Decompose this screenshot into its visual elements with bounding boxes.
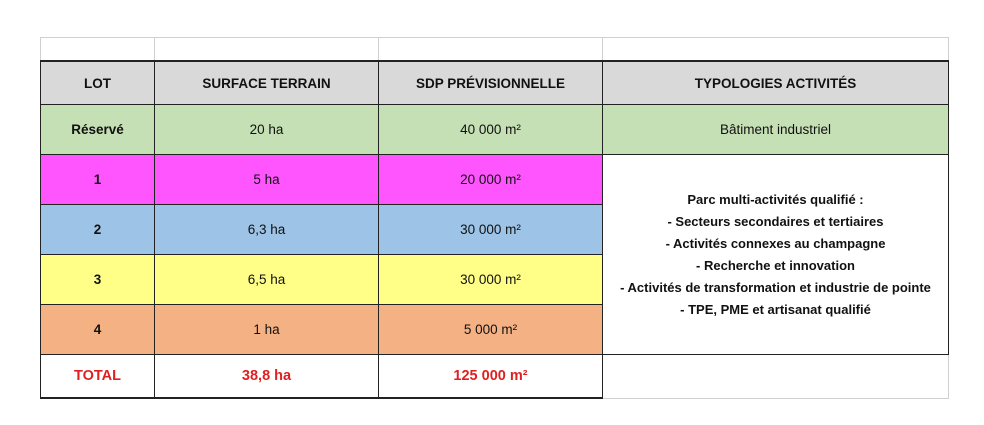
table-row-lot-1 — [41, 155, 949, 205]
total-sdp: 125 000 m² — [379, 355, 603, 399]
total-surface: 38,8 ha — [155, 355, 379, 399]
typologie-item: - TPE, PME et artisanat qualifié — [680, 301, 871, 317]
typologie-item: - Recherche et innovation — [696, 257, 855, 273]
merged-typologie-title: Parc multi-activités qualifié : — [687, 191, 864, 207]
cell-surface: 20 ha — [155, 105, 379, 155]
cell-lot: 2 — [41, 205, 155, 255]
cell-surface: 1 ha — [155, 305, 379, 355]
cell-lot: 3 — [41, 255, 155, 305]
cell-typologie: Bâtiment industriel — [603, 105, 949, 155]
cell-surface: 6,5 ha — [155, 255, 379, 305]
blank-cell — [41, 38, 155, 62]
header-row — [41, 61, 949, 105]
total-empty-cell — [603, 355, 949, 399]
blank-cell — [155, 38, 379, 62]
cell-sdp: 30 000 m² — [379, 205, 603, 255]
cell-lot: 1 — [41, 155, 155, 205]
header-typologies: TYPOLOGIES ACTIVITÉS — [603, 61, 949, 105]
cell-lot: Réservé — [41, 105, 155, 155]
cell-surface: 5 ha — [155, 155, 379, 205]
merged-typologie-cell — [603, 155, 949, 355]
header-surface: SURFACE TERRAIN — [155, 61, 379, 105]
total-row — [41, 355, 949, 399]
blank-spacer-row — [41, 38, 949, 62]
cell-sdp: 40 000 m² — [379, 105, 603, 155]
total-label: TOTAL — [41, 355, 155, 399]
typologie-item: - Activités de transformation et industrie de pointe — [620, 279, 931, 295]
typologie-item: - Activités connexes au champagne — [665, 235, 886, 251]
table-row-reserve — [41, 105, 949, 155]
header-lot: LOT — [41, 61, 155, 105]
cell-sdp: 5 000 m² — [379, 305, 603, 355]
header-sdp: SDP PRÉVISIONNELLE — [379, 61, 603, 105]
lots-table — [40, 37, 949, 399]
blank-cell — [603, 38, 949, 62]
cell-surface: 6,3 ha — [155, 205, 379, 255]
blank-cell — [379, 38, 603, 62]
typologie-item: - Secteurs secondaires et tertiaires — [667, 213, 884, 229]
cell-sdp: 20 000 m² — [379, 155, 603, 205]
cell-lot: 4 — [41, 305, 155, 355]
cell-sdp: 30 000 m² — [379, 255, 603, 305]
